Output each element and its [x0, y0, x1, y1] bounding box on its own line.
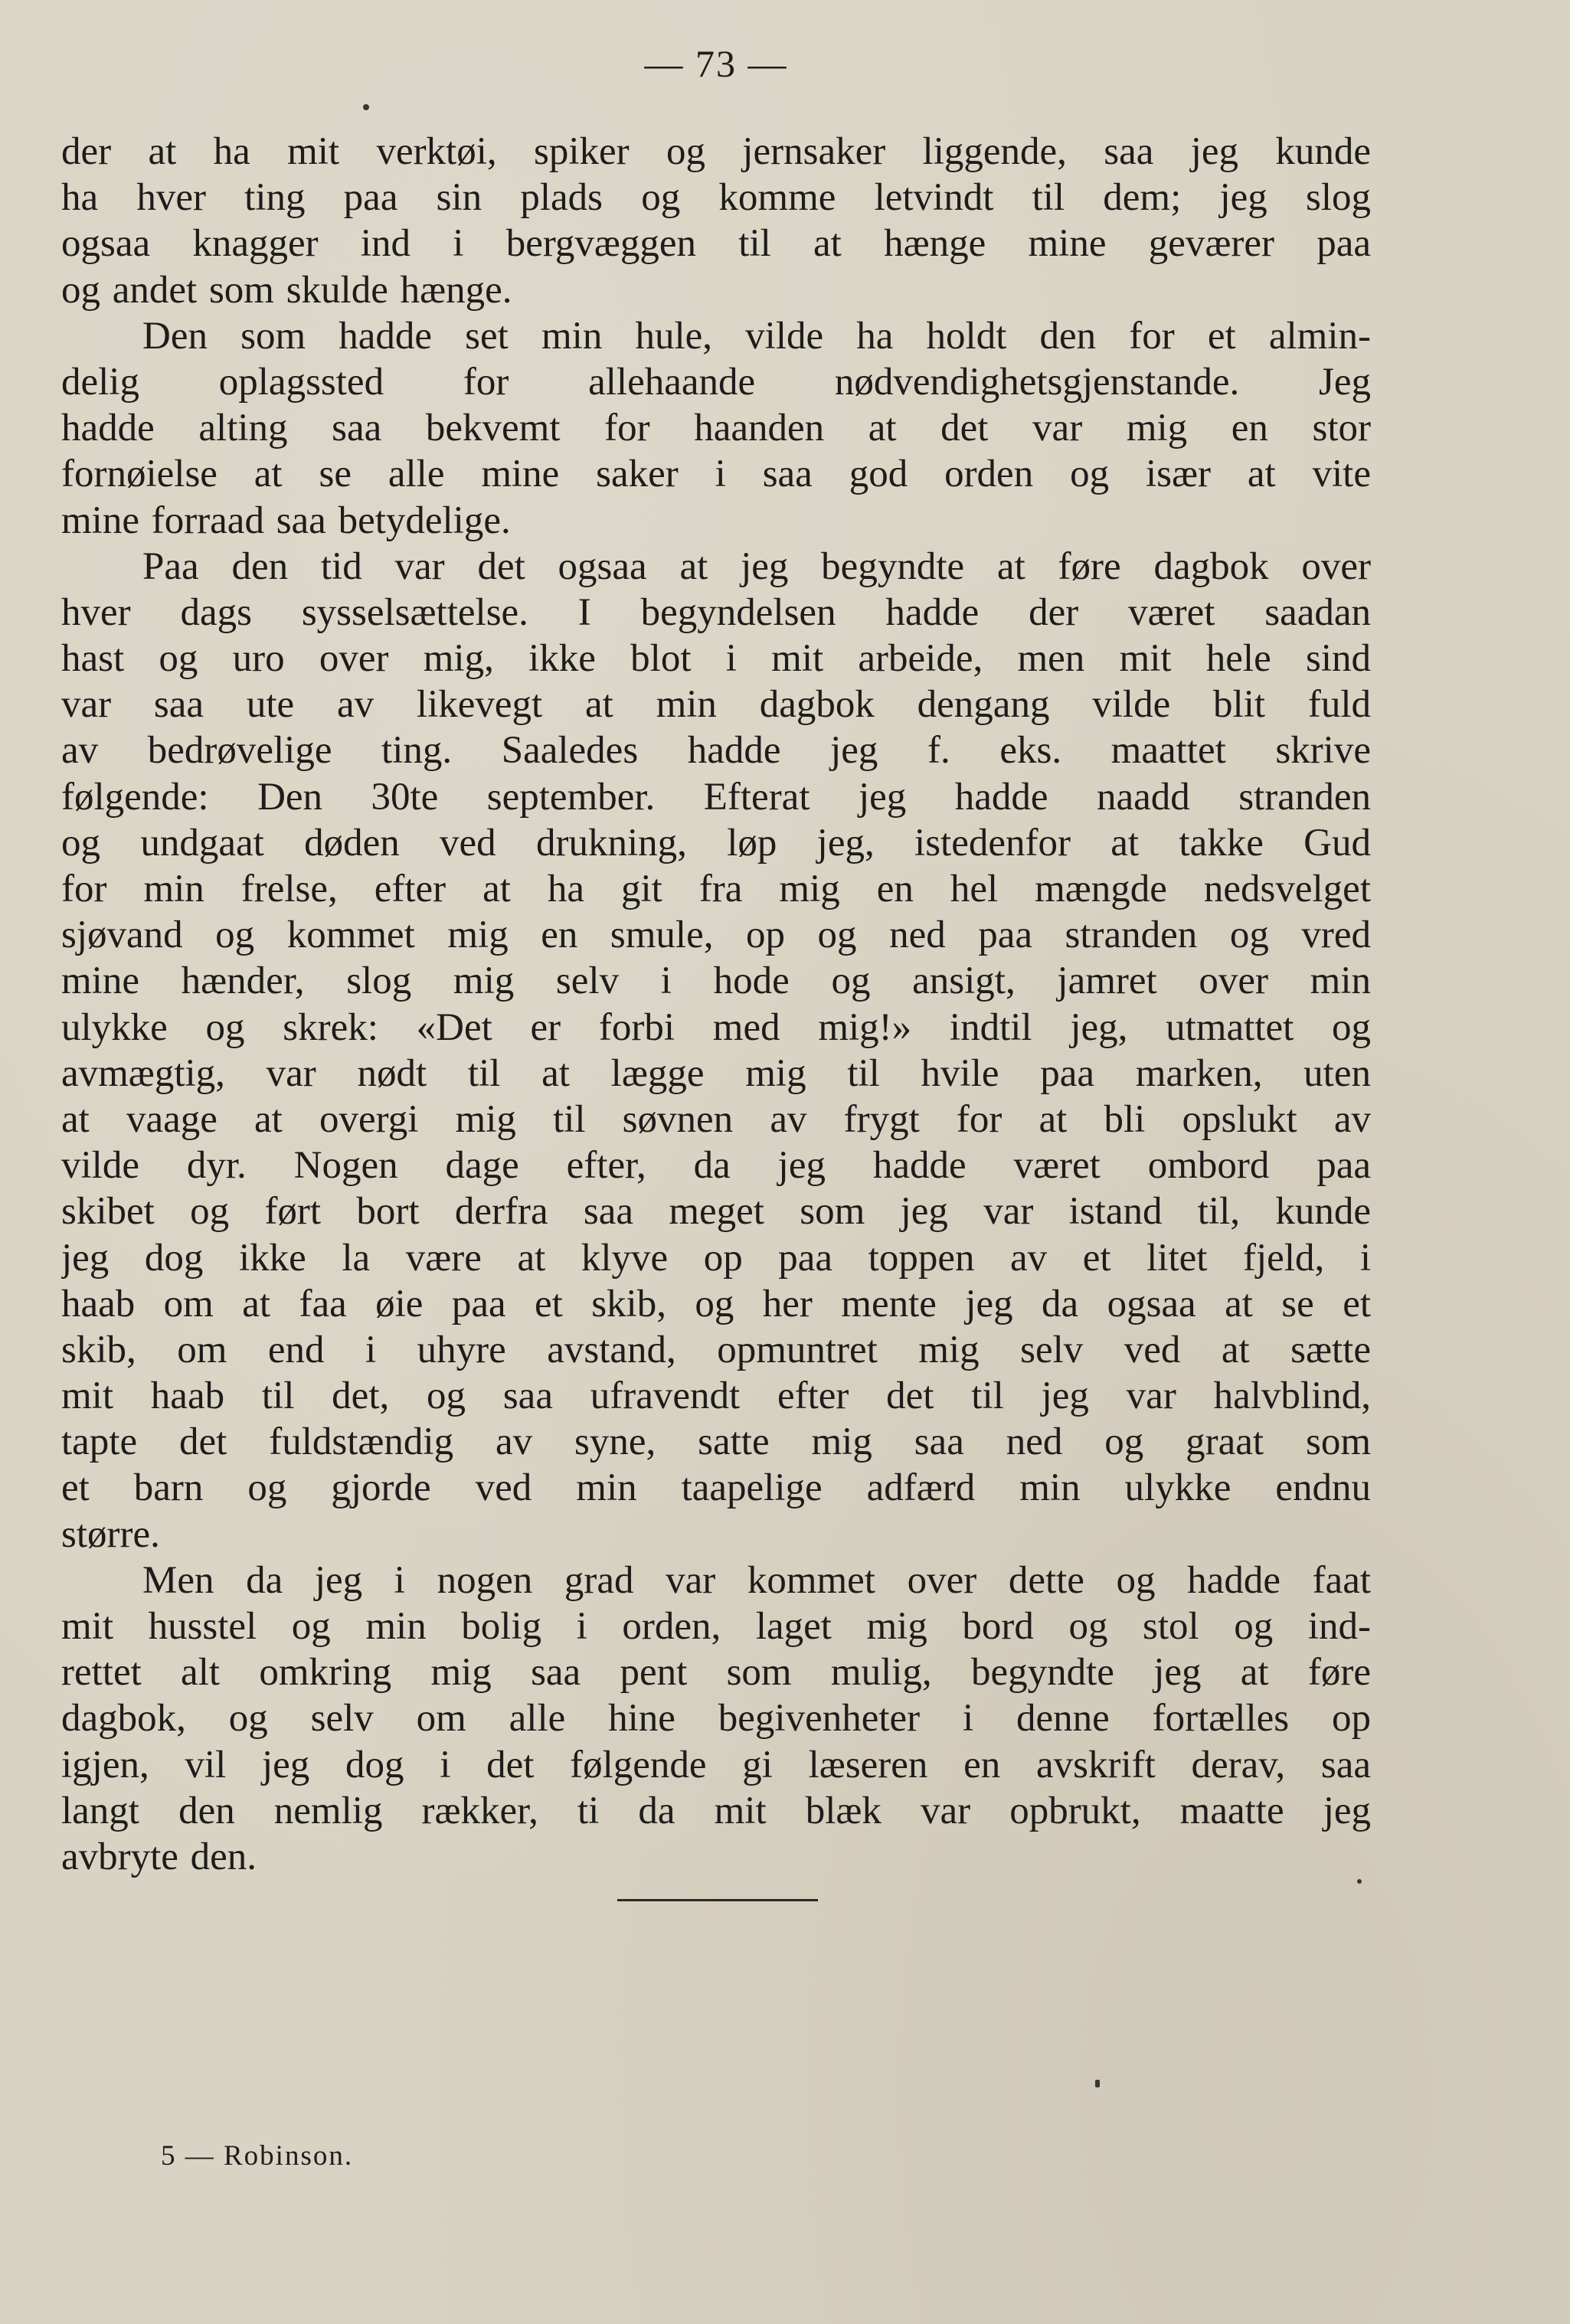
text-line: hast og uro over mig, ikke blot i mit arbeide, men mit hele sind: [61, 637, 1371, 681]
text-line: rettet alt omkring mig saa pent som mulig, begyndte jeg at føre: [61, 1651, 1371, 1695]
text-line: sjøvand og kommet mig en smule, op og ned paa stranden og vred: [61, 914, 1371, 957]
text-line: Den som hadde set min hule, vilde ha holdt den for et almin-: [142, 314, 1371, 358]
text-line: vilde dyr. Nogen dage efter, da jeg hadde været ombord paa: [61, 1144, 1371, 1188]
body-text: [61, 129, 1371, 1880]
text-line: dagbok, og selv om alle hine begivenheter i denne fortælles op: [61, 1697, 1371, 1741]
text-line: ha hver ting paa sin plads og komme letvindt til dem; jeg slog: [61, 176, 1371, 220]
text-line: et barn og gjorde ved min taapelige adfærd min ulykke endnu: [61, 1466, 1371, 1510]
text-line: ogsaa knagger ind i bergvæggen til at hænge mine geværer paa: [61, 222, 1371, 266]
footer-signature: 5 — Robinson.: [161, 2140, 354, 2172]
text-line: avbryte den.: [61, 1835, 257, 1878]
paper-speck: [1095, 2080, 1100, 2087]
text-line: for min frelse, efter at ha git fra mig en hel mængde nedsvelget: [61, 868, 1371, 910]
text-line: der at ha mit verktøi, spiker og jernsaker liggende, saa jeg kunde: [61, 130, 1371, 173]
text-line: og andet som skulde hænge.: [61, 268, 512, 312]
section-divider: [617, 1899, 818, 1901]
text-line: tapte det fuldstændig av syne, satte mig saa ned og graat som: [61, 1420, 1371, 1464]
text-line: mine hænder, slog mig selv i hode og ansigt, jamret over min: [61, 959, 1371, 1003]
text-line: skibet og ført bort derfra saa meget som jeg var istand til, kunde: [61, 1190, 1371, 1234]
text-line: følgende: Den 30te september. Efterat jeg hadde naadd stranden: [61, 775, 1371, 819]
paragraph: [61, 1558, 1371, 1880]
text-line: større.: [61, 1512, 160, 1556]
paragraph: [61, 313, 1371, 544]
paragraph: [61, 544, 1371, 1558]
text-line: mit husstel og min bolig i orden, laget mig bord og stol og ind-: [61, 1605, 1371, 1648]
text-line: igjen, vil jeg dog i det følgende gi læseren en avskrift derav, saa: [61, 1743, 1371, 1786]
text-line: at vaage at overgi mig til søvnen av frygt for at bli opslukt av: [61, 1097, 1371, 1141]
paragraph: [61, 129, 1371, 313]
text-line: mine forraad saa betydelige.: [61, 498, 511, 542]
text-line: hadde alting saa bekvemt for haanden at det var mig en stor: [61, 407, 1371, 450]
text-line: Men da jeg i nogen grad var kommet over dette og hadde faat: [142, 1558, 1371, 1602]
text-line: og undgaat døden ved drukning, løp jeg, istedenfor at takke Gud: [61, 821, 1371, 865]
text-line: var saa ute av likevegt at min dagbok dengang vilde blit fuld: [61, 683, 1371, 727]
text-line: langt den nemlig rækker, ti da mit blæk var opbrukt, maatte jeg: [61, 1789, 1371, 1832]
text-line: delig oplagssted for allehaande nødvendighetsgjenstande. Jeg: [61, 360, 1371, 404]
text-line: avmægtig, var nødt til at lægge mig til hvile paa marken, uten: [61, 1051, 1371, 1095]
text-line: fornøielse at se alle mine saker i saa god orden og især at vite: [61, 453, 1371, 496]
text-line: mit haab til det, og saa ufravendt efter det til jeg var halvblind,: [61, 1374, 1371, 1418]
text-line: hver dags sysselsættelse. I begyndelsen hadde der været saadan: [61, 590, 1371, 634]
text-line: jeg dog ikke la være at klyve op paa toppen av et litet fjeld, i: [61, 1236, 1371, 1280]
text-line: skib, om end i uhyre avstand, opmuntret mig selv ved at sætte: [61, 1328, 1371, 1371]
paper-speck: [363, 104, 369, 110]
page-number: — 73 —: [644, 42, 788, 85]
text-line: Paa den tid var det ogsaa at jeg begyndte at føre dagbok over: [142, 544, 1371, 588]
text-line: haab om at faa øie paa et skib, og her mente jeg da ogsaa at se et: [61, 1282, 1371, 1325]
paper-speck: [1357, 1879, 1362, 1884]
text-line: ulykke og skrek: «Det er forbi med mig!» indtil jeg, utmattet og: [61, 1005, 1371, 1049]
text-line: av bedrøvelige ting. Saaledes hadde jeg f. eks. maattet skrive: [61, 729, 1371, 773]
